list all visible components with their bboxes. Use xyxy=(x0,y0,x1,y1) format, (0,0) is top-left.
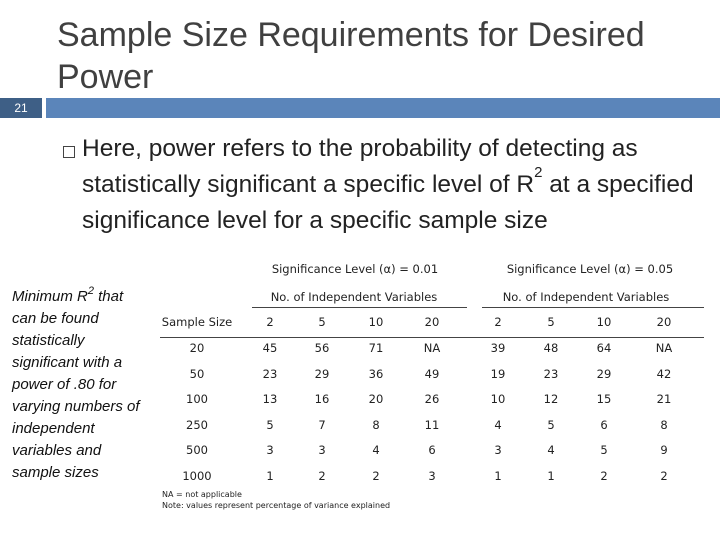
r2-value-cell: 2 xyxy=(372,469,380,483)
r2-value-cell: 1 xyxy=(266,469,274,483)
subgroup-header-005: No. of Independent Variables xyxy=(502,290,670,304)
r2-value-cell: 16 xyxy=(314,392,330,406)
r2-value-cell: 26 xyxy=(424,392,440,406)
r2-value-cell: 5 xyxy=(600,443,608,457)
r2-value-cell: 2 xyxy=(600,469,608,483)
r2-value-cell: 1 xyxy=(547,469,555,483)
r2-value-cell: 39 xyxy=(490,341,506,355)
r2-value-cell: 29 xyxy=(596,367,612,381)
r2-value-cell: 2 xyxy=(318,469,326,483)
r2-value-cell: 21 xyxy=(656,392,672,406)
r2-value-cell: 3 xyxy=(318,443,326,457)
r2-value-cell: 20 xyxy=(368,392,384,406)
sample-size-cell: 1000 xyxy=(182,469,212,483)
r2-value-cell: 1 xyxy=(494,469,502,483)
r2-value-cell: 36 xyxy=(368,367,384,381)
subgroup-header-001: No. of Independent Variables xyxy=(270,290,438,304)
r2-value-cell: 7 xyxy=(318,418,326,432)
r2-value-cell: 56 xyxy=(314,341,330,355)
bullet-superscript: 2 xyxy=(534,164,543,181)
r2-value-cell: 29 xyxy=(314,367,330,381)
column-header-vars: 20 xyxy=(656,315,672,329)
r2-value-cell: 6 xyxy=(428,443,436,457)
sample-size-cell: 250 xyxy=(186,418,208,432)
bullet-text-part1: Here, power refers to the probability of detecting as statistically significant a specific level of R xyxy=(82,135,638,198)
r2-value-cell: 23 xyxy=(262,367,278,381)
side-caption-part1: Minimum R xyxy=(12,288,88,305)
r2-value-cell: 19 xyxy=(490,367,506,381)
r2-value-cell: 12 xyxy=(543,392,559,406)
sample-size-cell: 20 xyxy=(189,341,205,355)
side-caption-part2: that can be found statistically significant with a power of .80 for varying numbers of independent variables and sample sizes xyxy=(12,288,140,481)
r2-value-cell: 11 xyxy=(424,418,440,432)
r2-value-cell: NA xyxy=(655,341,673,355)
sample-size-cell: 100 xyxy=(186,392,208,406)
r2-value-cell: 42 xyxy=(656,367,672,381)
r2-value-cell: 5 xyxy=(266,418,274,432)
r2-value-cell: 4 xyxy=(372,443,380,457)
column-header-vars: 10 xyxy=(368,315,384,329)
side-caption-superscript: 2 xyxy=(87,285,94,297)
subgroup-underline-005 xyxy=(482,307,704,308)
bullet-text-part2: at a specified significance level for a specific sample size xyxy=(82,171,694,234)
r2-value-cell: NA xyxy=(423,341,441,355)
r2-value-cell: 4 xyxy=(494,418,502,432)
r2-value-cell: 23 xyxy=(543,367,559,381)
column-header-sample-size: Sample Size xyxy=(161,315,233,329)
r2-value-cell: 64 xyxy=(596,341,612,355)
r2-value-cell: 2 xyxy=(660,469,668,483)
group-header-005: Significance Level (α) = 0.05 xyxy=(490,262,690,276)
sample-size-cell: 50 xyxy=(189,367,205,381)
column-header-vars: 2 xyxy=(266,315,274,329)
column-header-vars: 5 xyxy=(318,315,326,329)
r2-value-cell: 8 xyxy=(372,418,380,432)
r2-value-cell: 5 xyxy=(547,418,555,432)
r2-value-cell: 49 xyxy=(424,367,440,381)
r2-value-cell: 6 xyxy=(600,418,608,432)
r2-value-cell: 3 xyxy=(428,469,436,483)
column-header-vars: 2 xyxy=(494,315,502,329)
footnote-note: Note: values represent percentage of variance explained xyxy=(162,501,391,510)
r2-value-cell: 15 xyxy=(596,392,612,406)
column-header-vars: 5 xyxy=(547,315,555,329)
subgroup-underline-001 xyxy=(252,307,467,308)
sample-size-cell: 500 xyxy=(186,443,208,457)
r2-value-cell: 13 xyxy=(262,392,278,406)
r2-value-cell: 9 xyxy=(660,443,668,457)
column-header-vars: 10 xyxy=(596,315,612,329)
r2-value-cell: 45 xyxy=(262,341,278,355)
r2-value-cell: 4 xyxy=(547,443,555,457)
group-header-001: Significance Level (α) = 0.01 xyxy=(255,262,455,276)
r2-value-cell: 3 xyxy=(494,443,502,457)
header-underline xyxy=(160,337,704,338)
r2-value-cell: 71 xyxy=(368,341,384,355)
r2-value-cell: 10 xyxy=(490,392,506,406)
r2-value-cell: 8 xyxy=(660,418,668,432)
footnote-na: NA = not applicable xyxy=(162,490,242,499)
slide-title: Sample Size Requirements for Desired Power xyxy=(57,16,645,96)
slide-number: 21 xyxy=(0,98,42,118)
r2-value-cell: 3 xyxy=(266,443,274,457)
column-header-vars: 20 xyxy=(424,315,440,329)
r2-value-cell: 48 xyxy=(543,341,559,355)
